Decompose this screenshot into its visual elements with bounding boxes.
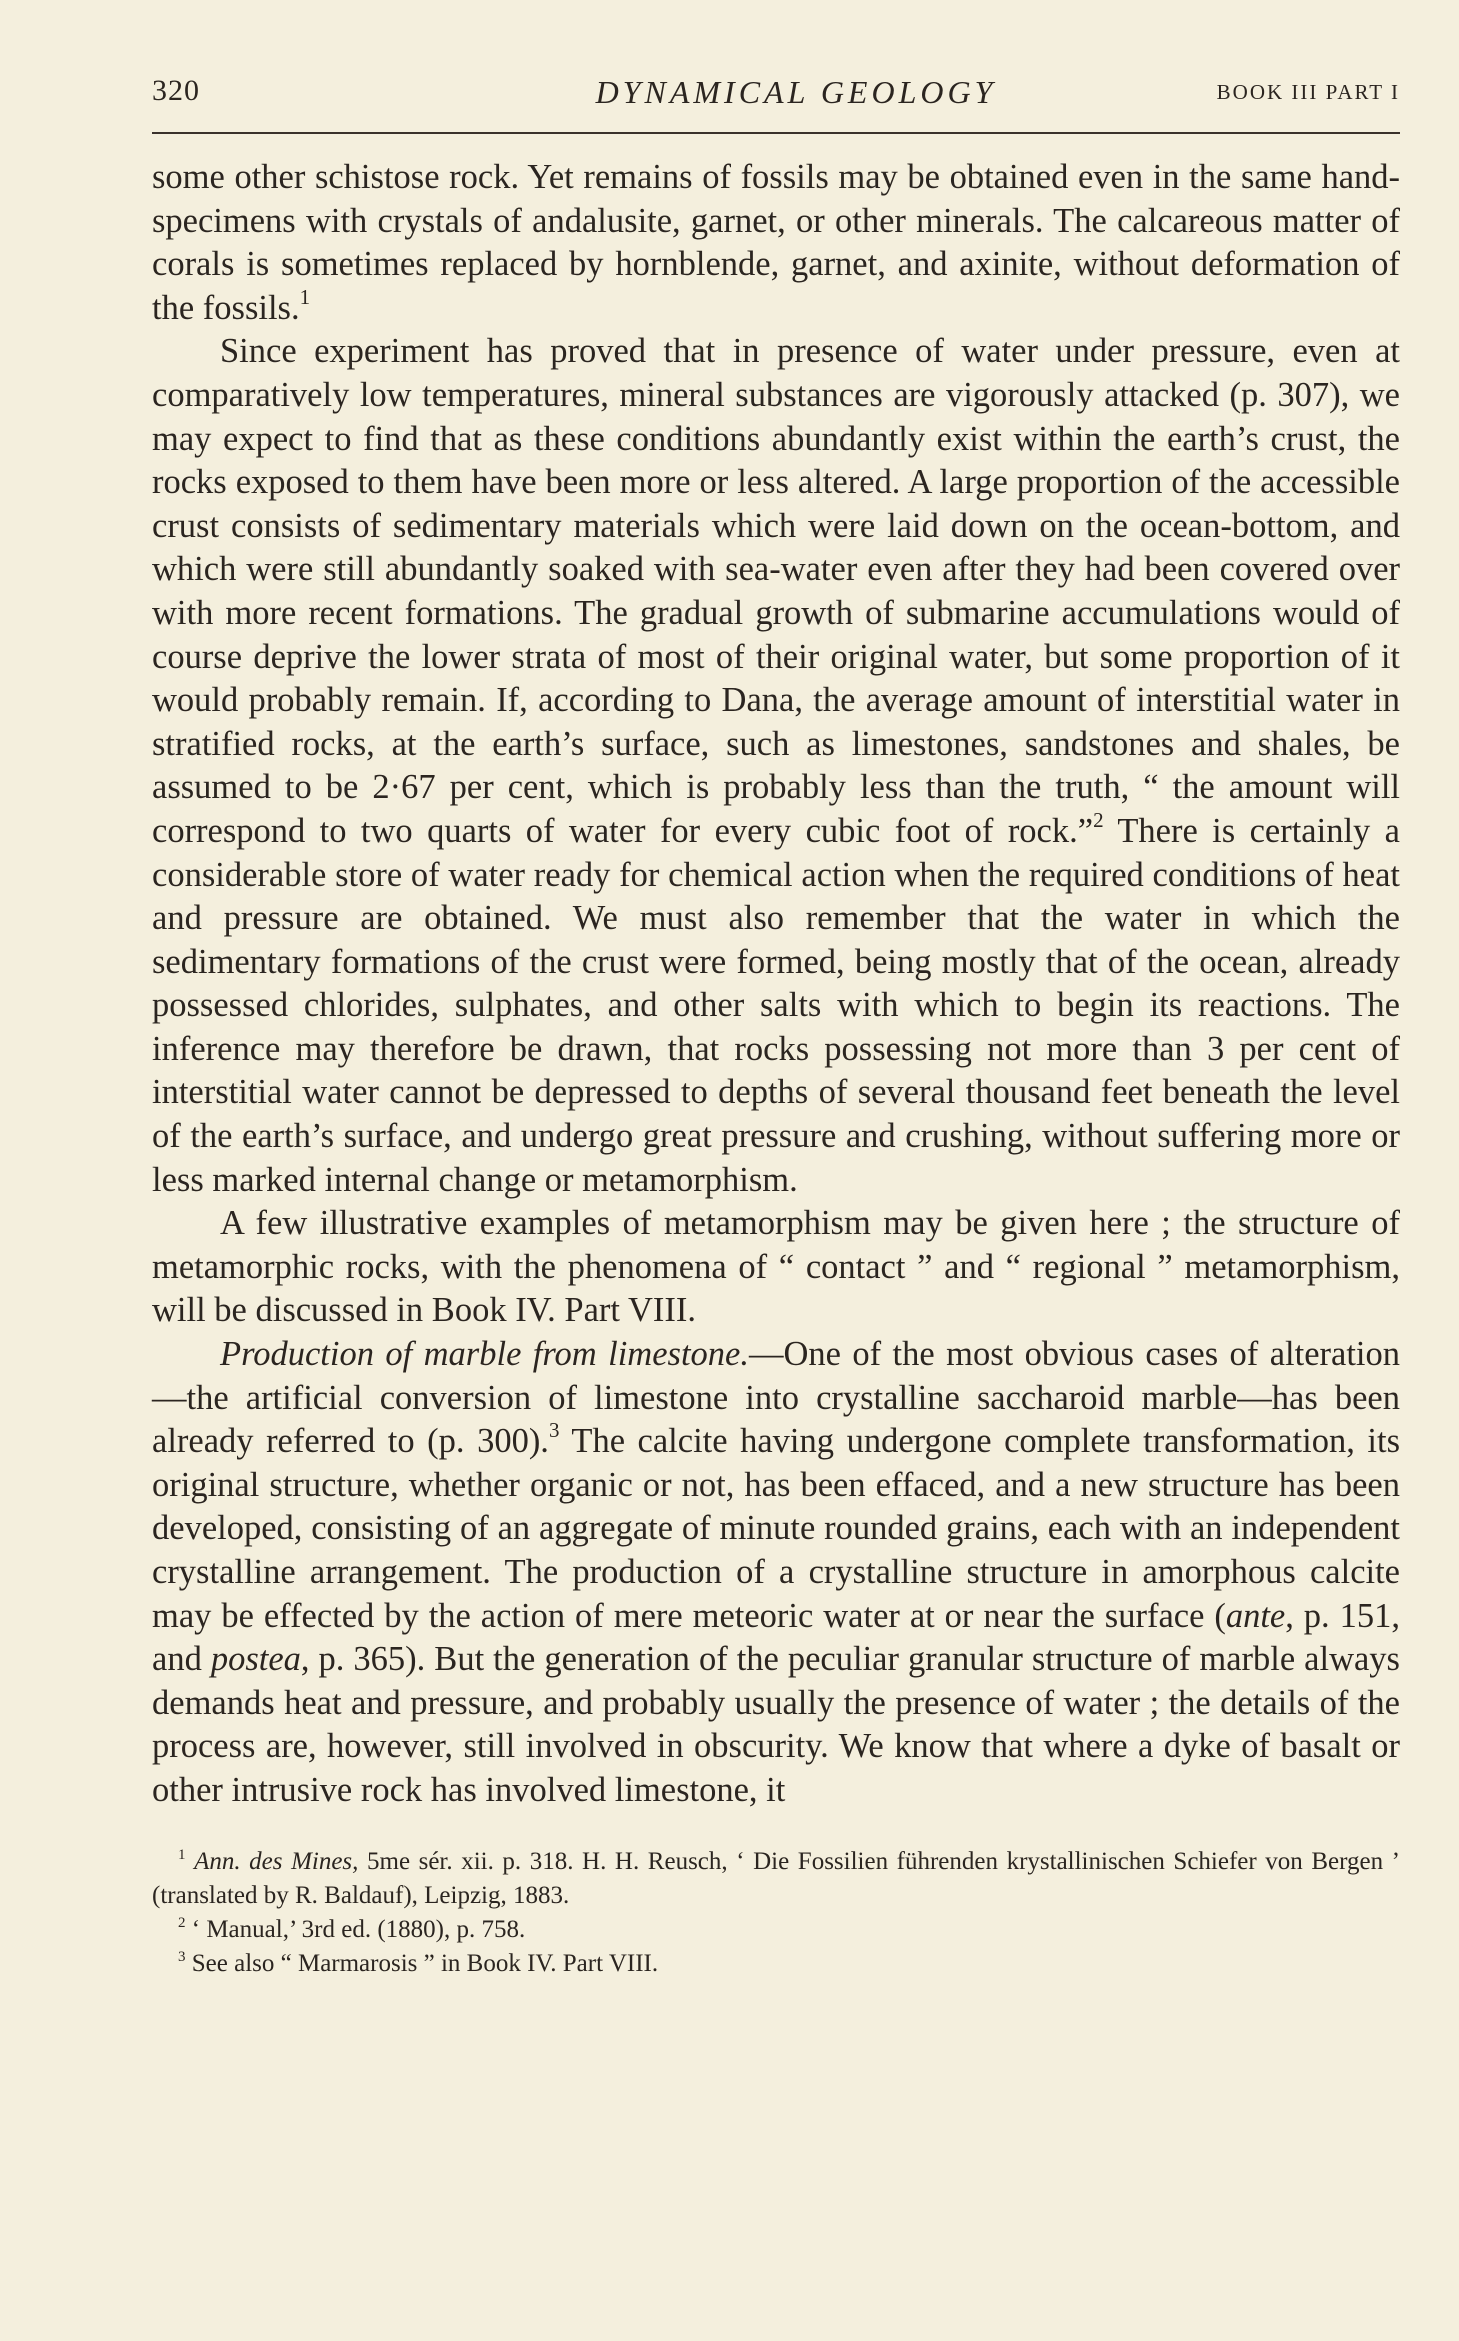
section-label: BOOK III PART I [1216, 80, 1400, 104]
footnote-mark-1: 1 [178, 1846, 186, 1863]
paragraph-2-text-a: Since experiment has proved that in presence of water under pressure, even at comparatively low temperatures, mineral substances are vigorously attacked (p. 307), we may expect to find that as these conditions abundantly exist within the earth’s crust, the rocks exposed to them have been more or less altered. A large proportion of the accessible crust consists of sedimentary materials which were laid down on the ocean-bottom, and which were still abundantly soaked with sea-water even after they had been covered over with more recent formations. The gradual growth of submarine accumulations would of course deprive the lower strata of most of their original water, but some proportion of it would probably remain. If, according to Dana, the average amount of interstitial water in stratified rocks, at the earth’s surface, such as limestones, sandstones and shales, be assumed to be 2·67 per cent, which is probably less than the truth, “ the amount will correspond to two quarts of water for every cubic foot of rock.” [152, 332, 1400, 850]
running-header [152, 62, 1400, 112]
paragraph-2 [152, 330, 1400, 1202]
footnote-ref-2: 2 [1093, 807, 1104, 832]
paragraph-4-text-d: , p. 365). But the generation of the peculiar granular structure of marble always demands heat and pressure, and probably usually the presence of water ; the details of the process are, however, still involved in obscurity. We know that where a dyke of basalt or other intrusive rock has involved limestone, it [152, 1640, 1400, 1809]
footnote-1-source: Ann. des Mines, [194, 1847, 359, 1875]
paragraph-3-text: A few illustrative examples of metamorphism may be given here ; the structure of metamorphic rocks, with the phenomena of “ contact ” and “ regional ” metamorphism, will be discussed in Book IV. Part VIII. [152, 1204, 1400, 1330]
footnote-2 [152, 1913, 1400, 1947]
footnote-ref-1: 1 [299, 284, 311, 309]
footnote-mark-2: 2 [178, 1914, 186, 1931]
body-text [152, 156, 1400, 1813]
footnote-3 [152, 1947, 1400, 1981]
paragraph-4-text-c: , p. 151, and [152, 1596, 1401, 1679]
page-number: 320 [152, 74, 200, 107]
paragraph-3 [152, 1202, 1400, 1333]
footnote-3-text: See also “ Marmarosis ” in Book IV. Part VIII. [185, 1949, 659, 1977]
paragraph-1 [152, 156, 1400, 330]
section-heading-marble: Production of marble from limestone. [220, 1335, 749, 1374]
running-title: DYNAMICAL GEOLOGY [595, 74, 997, 110]
term-ante: ante [1225, 1596, 1286, 1635]
paragraph-4-text-b: The calcite having undergone complete transformation, its original structure, whether organic or not, has been effaced, and a new structure has been developed, consisting of an aggregate of minute rounded grains, each with an independent crystalline arrangement. The production of a crystalline structure in amorphous calcite may be effected by the action of mere meteoric water at or near the surface ( [152, 1422, 1400, 1635]
footnote-1-text: 5me sér. xii. p. 318. H. H. Reusch, ‘ Die Fossilien führenden krystallinischen Schiefer von Bergen ’ (translated by R. Baldauf), Leipzig, 1883. [152, 1847, 1401, 1909]
term-postea: postea [210, 1640, 301, 1679]
footnote-ref-3: 3 [548, 1418, 560, 1443]
footnote-2-text: ‘ Manual,’ 3rd ed. (1880), p. 758. [185, 1915, 526, 1943]
paragraph-4 [152, 1333, 1400, 1813]
footnote-mark-3: 3 [178, 1948, 186, 1965]
book-page [152, 62, 1400, 1981]
header-rule [152, 132, 1400, 134]
paragraph-4-text-a: —One of the most obvious cases of alteration—the artificial conversion of limestone into crystalline saccharoid marble—has been already referred to (p. 300). [152, 1335, 1400, 1461]
footnotes [152, 1845, 1400, 1981]
paragraph-1-text: some other schistose rock. Yet remains of fossils may be obtained even in the same hand-specimens with crystals of andalusite, garnet, or other minerals. The calcareous matter of corals is sometimes replaced by hornblende, garnet, and axinite, without deformation of the fossils. [152, 158, 1400, 327]
paragraph-2-text-b: There is certainly a considerable store of water ready for chemical action when the required conditions of heat and pressure are obtained. We must also remember that the water in which the sedimentary formations of the crust were formed, being mostly that of the ocean, already possessed chlorides, sulphates, and other salts with which to begin its reactions. The inference may therefore be drawn, that rocks possessing not more than 3 per cent of interstitial water cannot be depressed to depths of several thousand feet beneath the level of the earth’s surface, and undergo great pressure and crushing, without suffering more or less marked internal change or metamorphism. [152, 811, 1400, 1199]
footnote-1 [152, 1845, 1400, 1913]
